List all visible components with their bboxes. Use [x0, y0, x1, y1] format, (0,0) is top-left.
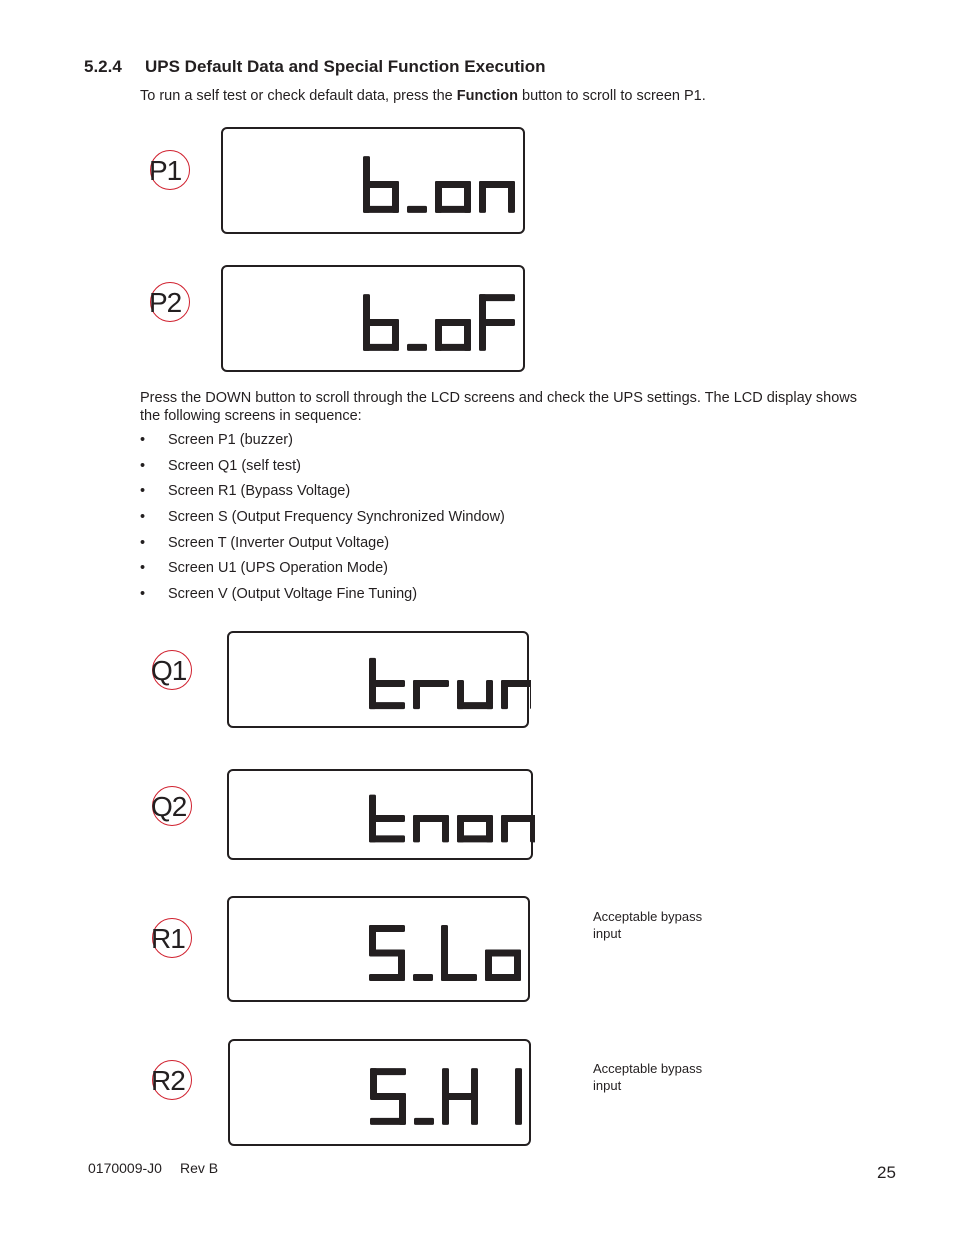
screen-badge-p1	[150, 150, 190, 190]
lcd-segment	[501, 680, 531, 687]
section-heading	[84, 57, 546, 77]
screen-badge-q1	[152, 650, 192, 690]
lcd-segment	[515, 1068, 522, 1096]
footer-revision: Rev B	[179, 1160, 219, 1176]
lcd-segment	[363, 181, 399, 188]
lcd-segment	[370, 1093, 406, 1100]
lcd-segment	[442, 1068, 449, 1096]
lcd-segment	[413, 974, 433, 981]
list-item: • Screen V (Output Voltage Fine Tuning)	[140, 585, 505, 611]
lcd-screen-r2	[228, 1039, 531, 1146]
lcd-segment	[457, 680, 464, 709]
lcd-screen-q2	[227, 769, 533, 860]
screen-label-q2: Q2	[151, 791, 187, 822]
lcd-segment	[515, 1093, 522, 1125]
screen-label-r2: R2	[151, 1065, 185, 1096]
intro-text-before: To run a self test or check default data, press the	[140, 88, 457, 104]
list-item: • Screen P1 (buzzer)	[140, 431, 505, 457]
note-r2: Acceptable bypass input	[593, 1061, 703, 1093]
lcd-segment	[407, 206, 427, 213]
intro-paragraph	[140, 87, 706, 105]
lcd-segment	[485, 950, 521, 957]
press-down-paragraph: Press the DOWN button to scroll through the LCD screens and check the UPS settings. The LCD display shows the following screens in sequence:	[140, 390, 858, 424]
list-item: • Screen S (Output Frequency Synchronized Window)	[140, 508, 505, 534]
lcd-segment	[413, 680, 449, 687]
lcd-segment	[369, 658, 376, 684]
lcd-segment	[501, 815, 535, 822]
screen-badge-p2	[150, 282, 190, 322]
section-number: 5.2.4	[84, 57, 122, 76]
lcd-segment	[369, 925, 376, 953]
lcd-screen-q1	[227, 631, 529, 728]
lcd-glyphs-r1	[229, 898, 532, 1004]
lcd-segment	[479, 181, 515, 188]
lcd-glyphs-p2	[223, 267, 527, 374]
lcd-screen-p2	[221, 265, 525, 372]
lcd-segment	[442, 1093, 478, 1100]
screen-label-p2: P2	[149, 287, 182, 318]
list-item: • Screen R1 (Bypass Voltage)	[140, 482, 505, 508]
lcd-segment	[414, 1118, 434, 1125]
footer-doc-info	[88, 1160, 218, 1176]
intro-text-bold: Function	[456, 88, 518, 104]
screen-sequence-list	[140, 431, 505, 611]
lcd-segment	[441, 950, 448, 982]
lcd-segment	[370, 1068, 377, 1096]
lcd-segment	[413, 815, 449, 822]
screen-badge-q2	[152, 786, 192, 826]
lcd-glyphs-p1	[223, 129, 527, 236]
lcd-segment	[441, 925, 448, 953]
lcd-segment	[479, 294, 486, 322]
lcd-segment	[457, 815, 493, 822]
lcd-segment	[363, 294, 370, 322]
screen-label-q1: Q1	[151, 655, 187, 686]
list-item: • Screen Q1 (self test)	[140, 457, 505, 483]
screen-badge-r1	[152, 918, 192, 958]
lcd-glyphs-q2	[229, 771, 535, 862]
section-title: UPS Default Data and Special Function Execution	[145, 57, 546, 76]
lcd-screen-p1	[221, 127, 525, 234]
lcd-segment	[479, 319, 515, 326]
lcd-segment	[369, 815, 405, 822]
lcd-segment	[369, 950, 405, 957]
lcd-segment	[363, 156, 370, 184]
lcd-glyphs-q1	[229, 633, 531, 730]
footer-doc-number: 0170009-J0	[88, 1160, 162, 1176]
intro-text-after: button to scroll to screen P1.	[517, 88, 706, 104]
lcd-segment	[370, 1118, 406, 1125]
list-item: • Screen T (Inverter Output Voltage)	[140, 534, 505, 560]
lcd-segment	[435, 319, 471, 326]
lcd-segment	[407, 344, 427, 351]
lcd-segment	[435, 181, 471, 188]
lcd-segment	[369, 974, 405, 981]
page-number: 25	[877, 1163, 896, 1182]
screen-badge-r2	[152, 1060, 192, 1100]
lcd-glyphs-r2	[230, 1041, 533, 1148]
list-item: • Screen U1 (UPS Operation Mode)	[140, 559, 505, 585]
lcd-segment	[471, 1068, 478, 1096]
screen-label-r1: R1	[151, 923, 185, 954]
lcd-segment	[369, 795, 376, 819]
lcd-screen-r1	[227, 896, 530, 1002]
lcd-segment	[363, 319, 399, 326]
screen-label-p1: P1	[149, 155, 182, 186]
note-r1: Acceptable bypass input	[593, 909, 703, 941]
lcd-segment	[369, 680, 405, 687]
